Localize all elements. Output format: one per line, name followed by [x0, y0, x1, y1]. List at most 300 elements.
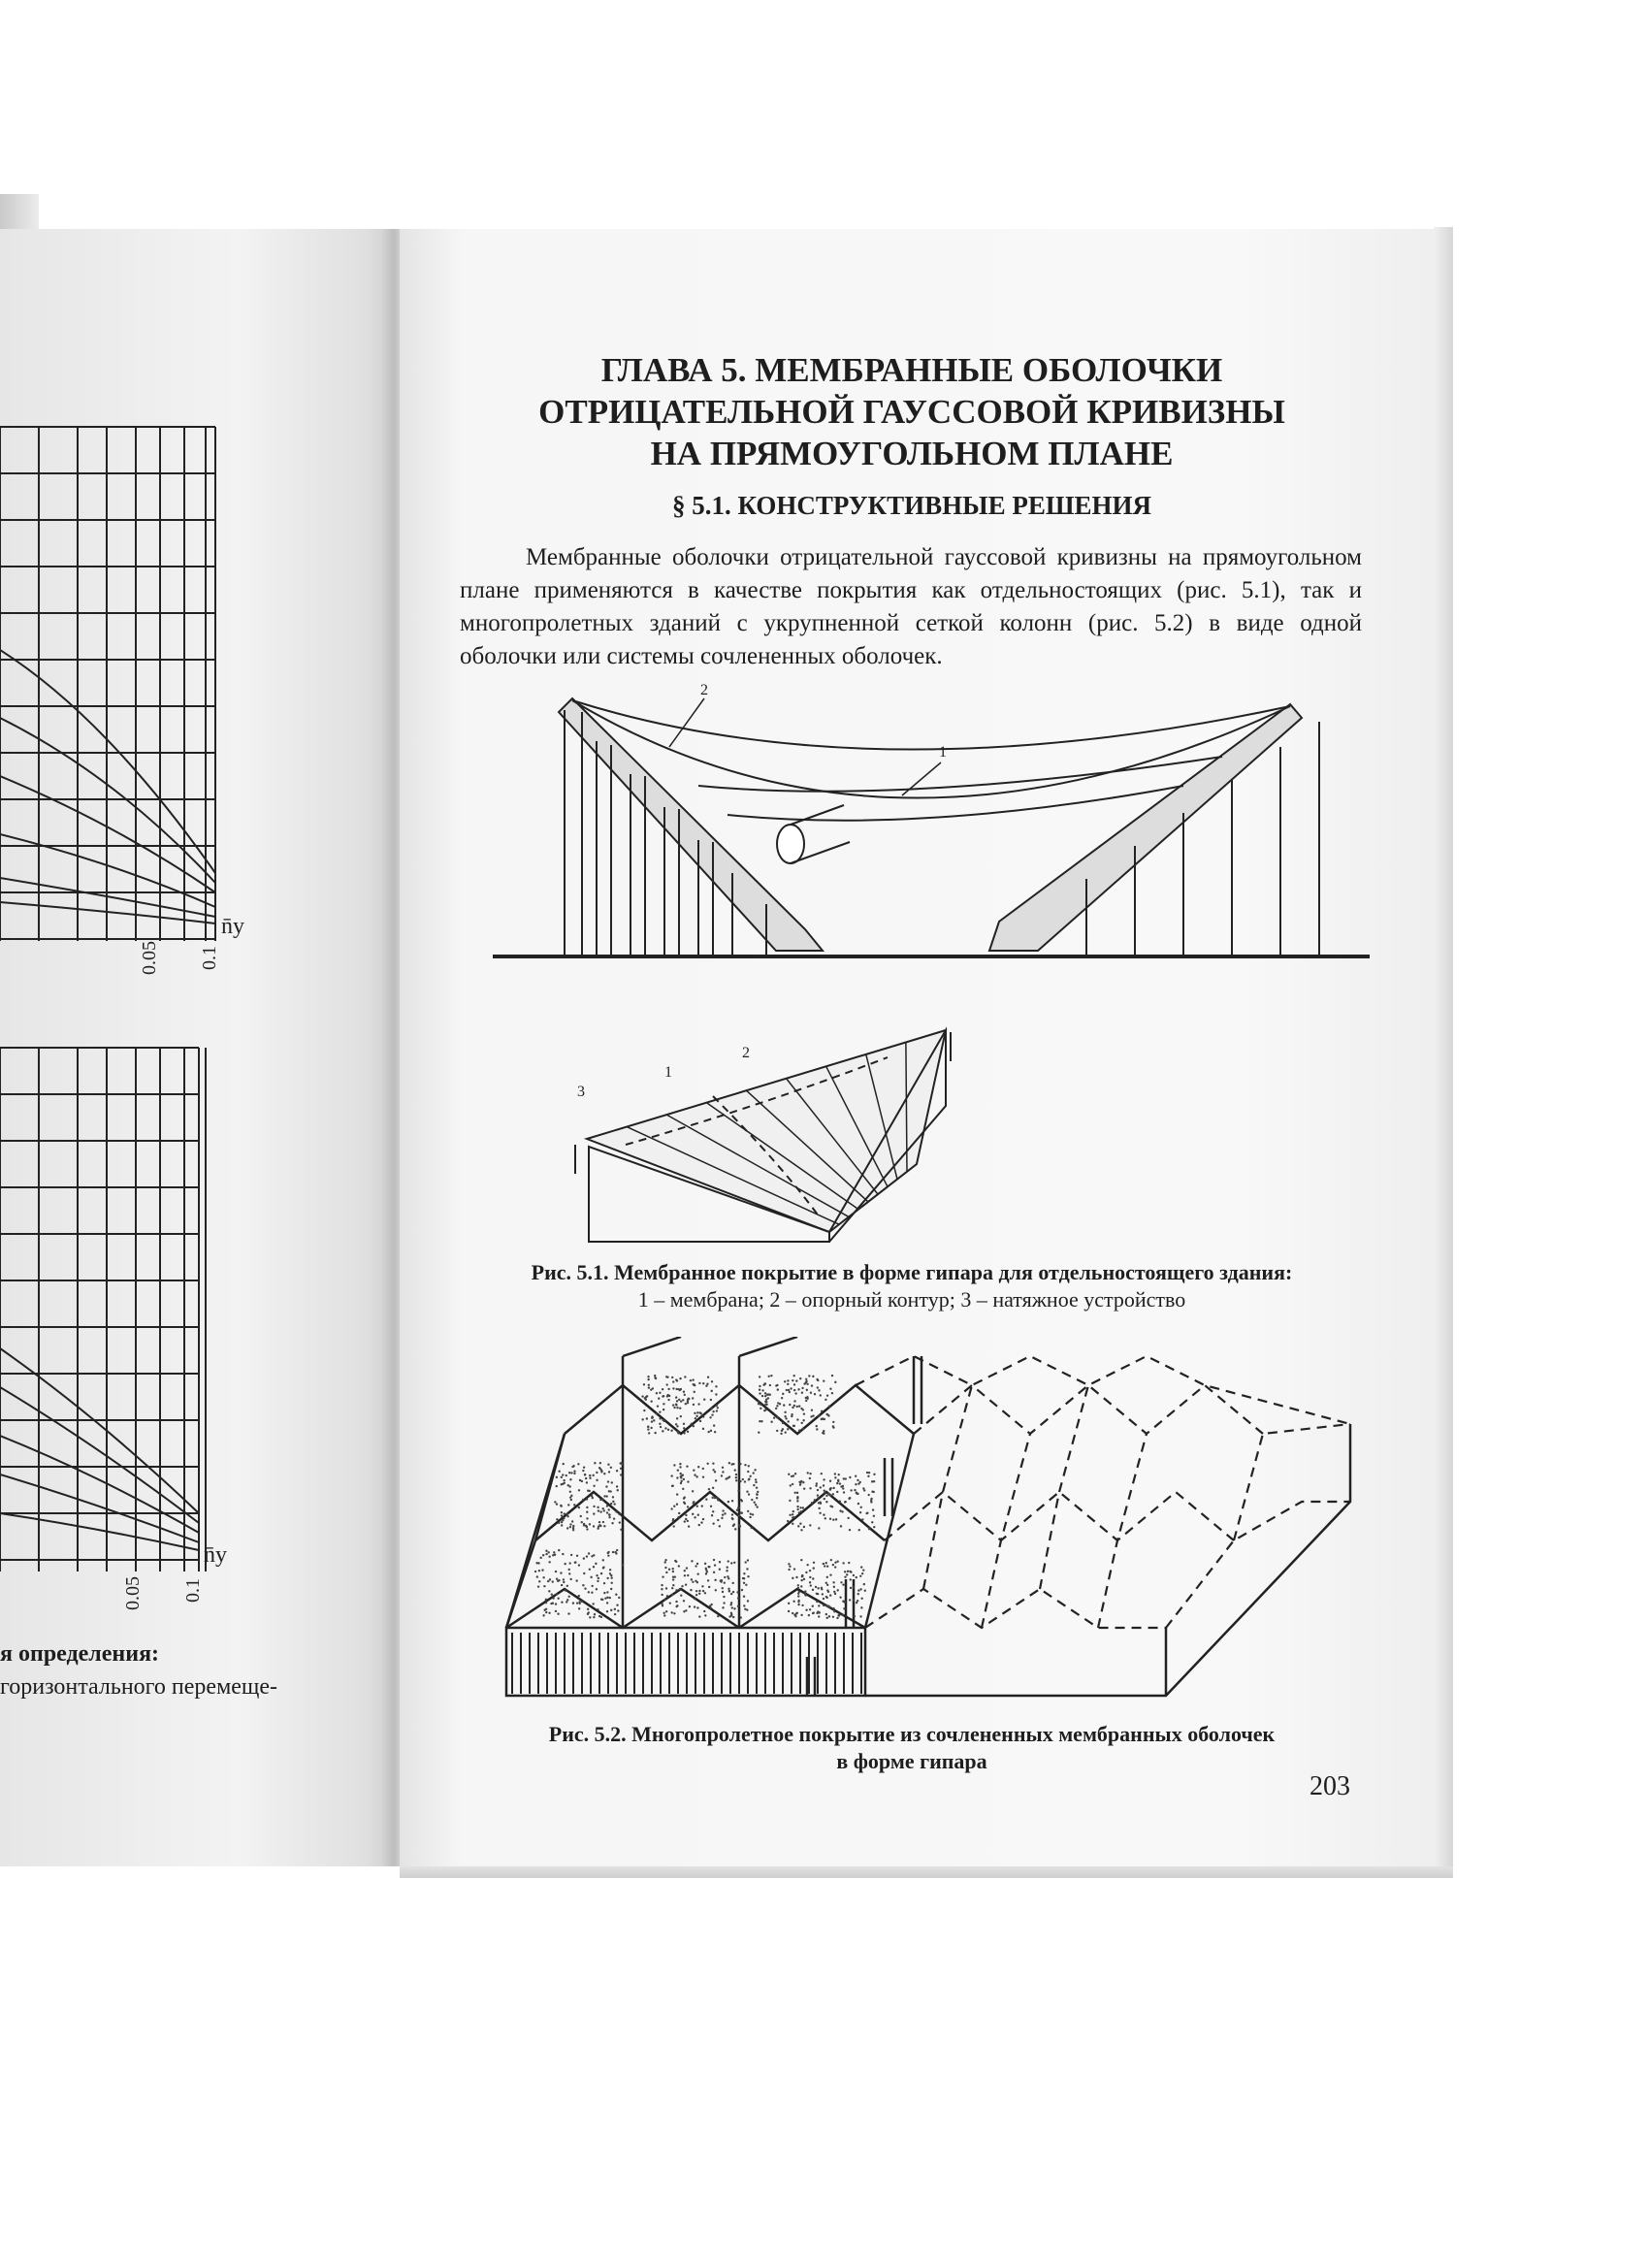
stipple-dot [767, 1393, 769, 1395]
stipple-dot [801, 1422, 803, 1424]
stipple-dot [557, 1598, 559, 1600]
stipple-dot [694, 1391, 695, 1393]
stipple-dot [605, 1495, 607, 1497]
stipple-dot [788, 1389, 790, 1391]
stipple-dot [860, 1507, 862, 1508]
stipple-dot [757, 1491, 759, 1493]
stipple-dot [737, 1514, 739, 1516]
stipple-dot [576, 1602, 578, 1604]
stipple-dot [597, 1507, 598, 1508]
stipple-dot [742, 1577, 744, 1579]
stipple-dot [722, 1606, 724, 1608]
stipple-dot [836, 1491, 838, 1493]
stipple-dot [665, 1610, 667, 1612]
stipple-dot [765, 1399, 767, 1401]
stipple-dot [676, 1417, 678, 1419]
stipple-dot [829, 1573, 831, 1575]
stipple-dot [569, 1523, 571, 1525]
stipple-dot [664, 1599, 666, 1601]
stipple-dot [722, 1587, 724, 1589]
stipple-dot [863, 1489, 865, 1491]
chapter-title [504, 349, 1319, 474]
stipple-dot [824, 1492, 825, 1494]
stipple-dot [849, 1599, 851, 1601]
stipple-dot [596, 1479, 598, 1481]
stipple-dot [839, 1482, 841, 1484]
stipple-dot [578, 1507, 580, 1508]
stipple-dot [719, 1525, 721, 1527]
stipple-dot [722, 1513, 724, 1515]
stipple-dot [692, 1397, 694, 1399]
stipple-dot [715, 1385, 717, 1387]
stipple-dot [796, 1492, 798, 1494]
stipple-dot [687, 1574, 689, 1576]
stipple-dot [683, 1432, 685, 1434]
stipple-dot [692, 1581, 694, 1583]
stipple-dot [730, 1562, 732, 1564]
stipple-dot [720, 1580, 722, 1582]
stipple-dot [798, 1405, 800, 1407]
stipple-dot [683, 1600, 685, 1602]
stipple-dot [597, 1580, 598, 1582]
stipple-dot [842, 1487, 844, 1489]
stipple-dot [825, 1582, 827, 1584]
stipple-dot [556, 1578, 558, 1580]
stipple-dot [662, 1430, 663, 1432]
stipple-dot [582, 1499, 584, 1501]
stipple-dot [556, 1518, 558, 1520]
stipple-dot [832, 1487, 834, 1489]
stipple-dot [679, 1407, 681, 1409]
stipple-dot [854, 1489, 856, 1491]
stipple-dot [592, 1603, 594, 1604]
stipple-dot [566, 1474, 567, 1476]
stipple-dot [679, 1389, 681, 1391]
stipple-dot [832, 1607, 834, 1609]
stipple-dot [756, 1487, 758, 1489]
stipple-dot [664, 1561, 666, 1563]
stipple-dot [825, 1413, 827, 1415]
stipple-dot [800, 1559, 802, 1561]
stipple-dot [750, 1513, 752, 1515]
stipple-dot [611, 1481, 613, 1483]
stipple-dot [666, 1394, 668, 1396]
stipple-dot [860, 1598, 862, 1600]
stipple-dot [581, 1521, 583, 1523]
stipple-dot [589, 1569, 591, 1571]
stipple-dot [666, 1595, 668, 1597]
stipple-dot [566, 1585, 568, 1587]
stipple-dot [728, 1501, 729, 1503]
stipple-dot [693, 1404, 695, 1406]
stipple-dot [561, 1524, 563, 1526]
stipple-dot [702, 1428, 704, 1430]
figure-5-2-caption-line2: в форме гипара [836, 1749, 987, 1773]
stipple-dot [841, 1510, 843, 1512]
stipple-dot [832, 1581, 834, 1583]
stipple-dot [857, 1589, 859, 1591]
stipple-dot [788, 1603, 790, 1604]
stipple-dot [825, 1596, 827, 1598]
stipple-dot [589, 1474, 591, 1476]
stipple-dot [719, 1561, 721, 1563]
stipple-dot [715, 1393, 717, 1395]
stipple-dot [746, 1608, 748, 1610]
stipple-dot [843, 1607, 845, 1609]
stipple-dot [672, 1518, 674, 1520]
stipple-dot [673, 1612, 675, 1614]
stipple-dot [585, 1525, 587, 1527]
stipple-dot [572, 1529, 574, 1531]
stipple-dot [554, 1554, 556, 1556]
stipple-dot [570, 1499, 572, 1501]
stipple-dot [670, 1507, 672, 1509]
stipple-dot [806, 1564, 808, 1566]
stipple-dot [695, 1594, 697, 1596]
stipple-dot [865, 1512, 867, 1514]
stipple-dot [702, 1382, 704, 1384]
stipple-dot [782, 1428, 784, 1430]
stipple-dot [552, 1603, 554, 1604]
stipple-dot [564, 1563, 566, 1565]
stipple-dot [600, 1598, 602, 1600]
stipple-dot [809, 1487, 811, 1489]
stipple-dot [603, 1495, 605, 1497]
stipple-dot [727, 1567, 728, 1569]
stipple-dot [842, 1614, 844, 1616]
stipple-dot [796, 1500, 798, 1502]
stipple-dot [548, 1612, 550, 1614]
stipple-dot [861, 1572, 863, 1574]
stipple-dot [823, 1563, 824, 1565]
stipple-dot [789, 1514, 791, 1516]
stipple-dot [556, 1503, 558, 1505]
stipple-dot [596, 1574, 598, 1576]
page-bottom-edge [400, 1866, 1453, 1878]
stipple-dot [568, 1562, 570, 1564]
stipple-dot [823, 1418, 824, 1420]
stipple-dot [684, 1570, 686, 1571]
stipple-dot [857, 1479, 858, 1481]
stipple-dot [739, 1480, 741, 1482]
stipple-dot [555, 1610, 557, 1612]
stipple-dot [806, 1398, 808, 1400]
stipple-dot [693, 1501, 695, 1503]
stipple-dot [589, 1523, 591, 1525]
stipple-dot [648, 1384, 650, 1386]
stipple-dot [788, 1474, 790, 1475]
stipple-dot [664, 1427, 666, 1429]
stipple-dot [733, 1562, 735, 1564]
stipple-dot [838, 1474, 840, 1475]
stipple-dot [615, 1594, 617, 1596]
stipple-dot [702, 1415, 704, 1417]
stipple-dot [813, 1567, 815, 1569]
stipple-dot [819, 1512, 821, 1514]
stipple-dot [562, 1474, 564, 1475]
stipple-dot [570, 1554, 572, 1556]
stipple-dot [780, 1433, 782, 1435]
stipple-dot [606, 1511, 608, 1513]
stipple-dot [788, 1563, 790, 1565]
stipple-dot [685, 1518, 687, 1520]
stipple-dot [707, 1431, 709, 1433]
stipple-dot [717, 1615, 719, 1617]
stipple-dot [567, 1612, 569, 1614]
stipple-dot [552, 1597, 554, 1599]
stipple-dot [743, 1604, 745, 1606]
stipple-dot [603, 1473, 605, 1474]
stipple-dot [743, 1596, 745, 1598]
stipple-dot [801, 1387, 803, 1389]
stipple-dot [799, 1483, 801, 1485]
stipple-dot [787, 1383, 789, 1385]
stipple-dot [749, 1475, 751, 1477]
stipple-dot [792, 1513, 793, 1515]
stipple-dot [607, 1552, 609, 1554]
stipple-dot [617, 1489, 619, 1491]
stipple-dot [756, 1494, 758, 1496]
stipple-dot [734, 1528, 736, 1530]
stipple-dot [809, 1473, 811, 1474]
stipple-dot [856, 1602, 857, 1604]
stipple-dot [798, 1429, 800, 1431]
stipple-dot [788, 1610, 790, 1612]
stipple-dot [759, 1389, 760, 1391]
stipple-dot [840, 1581, 842, 1583]
stipple-dot [687, 1506, 689, 1507]
stipple-dot [712, 1462, 714, 1464]
stipple-dot [709, 1416, 711, 1418]
stipple-dot [829, 1594, 831, 1596]
stipple-dot [722, 1509, 724, 1511]
stipple-dot [613, 1503, 615, 1505]
stipple-dot [756, 1506, 758, 1507]
stipple-dot [558, 1579, 560, 1581]
chart-top-tick-2: 0.1 [199, 946, 220, 970]
stipple-dot [787, 1428, 789, 1430]
stipple-dot [808, 1614, 810, 1616]
stipple-dot [793, 1568, 795, 1570]
stipple-dot [686, 1465, 688, 1467]
stipple-dot [563, 1578, 565, 1580]
stipple-dot [675, 1423, 677, 1425]
stipple-dot [552, 1580, 554, 1582]
stipple-dot [722, 1591, 724, 1593]
stipple-dot [654, 1375, 656, 1377]
stipple-dot [821, 1410, 823, 1412]
stipple-dot [803, 1578, 805, 1580]
stipple-dot [702, 1475, 704, 1477]
stipple-dot [646, 1417, 648, 1419]
stipple-dot [802, 1507, 804, 1508]
stipple-dot [606, 1505, 608, 1507]
stipple-dot [754, 1469, 756, 1471]
stipple-dot [558, 1522, 560, 1524]
stipple-dot [561, 1521, 563, 1523]
stipple-dot [705, 1385, 707, 1387]
stipple-dot [828, 1406, 830, 1408]
stipple-dot [776, 1384, 778, 1386]
stipple-dot [641, 1418, 643, 1420]
stipple-dot [831, 1392, 833, 1394]
stipple-dot [609, 1490, 611, 1492]
stipple-dot [598, 1467, 600, 1469]
stipple-dot [679, 1463, 681, 1465]
stipple-dot [568, 1569, 570, 1571]
stipple-dot [694, 1474, 695, 1475]
stipple-dot [569, 1526, 571, 1528]
stipple-dot [570, 1472, 572, 1474]
stipple-dot [872, 1508, 874, 1510]
stipple-dot [809, 1576, 811, 1578]
stipple-dot [583, 1524, 585, 1526]
stipple-dot [792, 1523, 793, 1525]
stipple-dot [735, 1479, 737, 1481]
stipple-dot [573, 1470, 575, 1472]
stipple-dot [728, 1577, 729, 1579]
stipple-dot [728, 1560, 729, 1562]
stipple-dot [809, 1581, 811, 1583]
stipple-dot [812, 1376, 814, 1377]
stipple-dot [690, 1379, 692, 1381]
stipple-dot [724, 1512, 726, 1514]
stipple-dot [543, 1585, 545, 1587]
stipple-dot [849, 1571, 851, 1572]
stipple-dot [669, 1602, 671, 1604]
stipple-dot [709, 1604, 711, 1606]
stipple-dot [538, 1570, 540, 1571]
stipple-dot [695, 1475, 697, 1477]
stipple-dot [672, 1568, 674, 1570]
stipple-dot [566, 1599, 568, 1601]
stipple-dot [792, 1379, 793, 1381]
stipple-dot [743, 1572, 745, 1574]
stipple-dot [705, 1569, 707, 1571]
stipple-dot [662, 1388, 663, 1390]
stipple-dot [800, 1480, 802, 1482]
stipple-dot [805, 1609, 807, 1611]
stipple-dot [829, 1505, 831, 1507]
stipple-dot [799, 1377, 801, 1379]
stipple-dot [675, 1396, 677, 1398]
stipple-dot [620, 1468, 622, 1470]
stipple-dot [644, 1397, 646, 1399]
stipple-dot [698, 1590, 700, 1592]
stipple-dot [792, 1612, 793, 1614]
stipple-dot [610, 1609, 612, 1611]
stipple-dot [836, 1560, 838, 1562]
stipple-dot [536, 1575, 538, 1577]
stipple-dot [826, 1584, 828, 1586]
stipple-dot [789, 1500, 791, 1502]
stipple-dot [535, 1562, 537, 1564]
stipple-dot [606, 1602, 608, 1604]
stipple-dot [696, 1606, 698, 1608]
stipple-dot [657, 1405, 659, 1407]
stipple-dot [763, 1409, 765, 1411]
stipple-dot [784, 1380, 786, 1382]
stipple-dot [591, 1495, 593, 1497]
stipple-dot [704, 1563, 706, 1565]
stipple-dot [794, 1492, 796, 1494]
stipple-dot [587, 1489, 589, 1491]
stipple-dot [663, 1614, 665, 1616]
stipple-dot [825, 1562, 827, 1564]
stipple-dot [596, 1472, 598, 1474]
stipple-dot [542, 1554, 544, 1556]
stipple-dot [707, 1377, 709, 1378]
stipple-dot [593, 1506, 595, 1507]
stipple-dot [710, 1430, 712, 1432]
stipple-dot [566, 1527, 568, 1529]
stipple-dot [732, 1591, 734, 1593]
stipple-dot [761, 1389, 763, 1391]
stipple-dot [753, 1502, 755, 1504]
stipple-dot [607, 1464, 609, 1466]
stipple-dot [824, 1399, 826, 1401]
stipple-dot [797, 1584, 799, 1586]
stipple-dot [798, 1511, 800, 1513]
stipple-dot [820, 1486, 822, 1488]
stipple-dot [671, 1377, 673, 1378]
stipple-dot [599, 1462, 601, 1464]
chart-bottom-grid [0, 1048, 206, 1571]
figure-5-1-perspective [485, 679, 1377, 970]
stipple-dot [583, 1557, 585, 1559]
stipple-dot [701, 1585, 703, 1587]
stipple-dot [698, 1615, 700, 1617]
stipple-dot [573, 1504, 575, 1506]
stipple-dot [700, 1521, 702, 1523]
stipple-dot [820, 1394, 822, 1396]
stipple-dot [679, 1466, 681, 1468]
stipple-dot [538, 1580, 540, 1582]
dashed-ridge [865, 1589, 1166, 1628]
stipple-dot [868, 1528, 870, 1530]
leader-line [902, 762, 941, 795]
stipple-dot [672, 1571, 674, 1572]
stipple-dot [809, 1524, 811, 1526]
stipple-dot [687, 1480, 689, 1482]
stipple-dot [797, 1600, 799, 1602]
stipple-dot [715, 1589, 717, 1591]
stipple-dot [767, 1376, 769, 1377]
stipple-dot [818, 1414, 820, 1416]
stipple-dot [783, 1404, 785, 1406]
stipple-dot [654, 1377, 656, 1378]
stipple-dot [673, 1407, 675, 1409]
stipple-dot [817, 1587, 819, 1589]
stipple-dot [551, 1594, 553, 1596]
stipple-dot [731, 1517, 733, 1519]
stipple-dot [663, 1612, 664, 1614]
stipple-dot [776, 1430, 778, 1432]
stipple-dot [755, 1481, 757, 1483]
stipple-dot [816, 1425, 818, 1427]
figure-5-1-label-2: 2 [700, 682, 708, 698]
stipple-dot [568, 1472, 570, 1474]
stipple-dot [705, 1498, 707, 1500]
stipple-dot [793, 1405, 795, 1407]
stipple-dot [572, 1602, 574, 1604]
stipple-dot [787, 1520, 789, 1522]
stipple-dot [549, 1578, 551, 1580]
stipple-dot [744, 1561, 746, 1563]
stipple-dot [676, 1407, 678, 1409]
stipple-dot [589, 1476, 591, 1478]
stipple-dot [812, 1414, 814, 1416]
